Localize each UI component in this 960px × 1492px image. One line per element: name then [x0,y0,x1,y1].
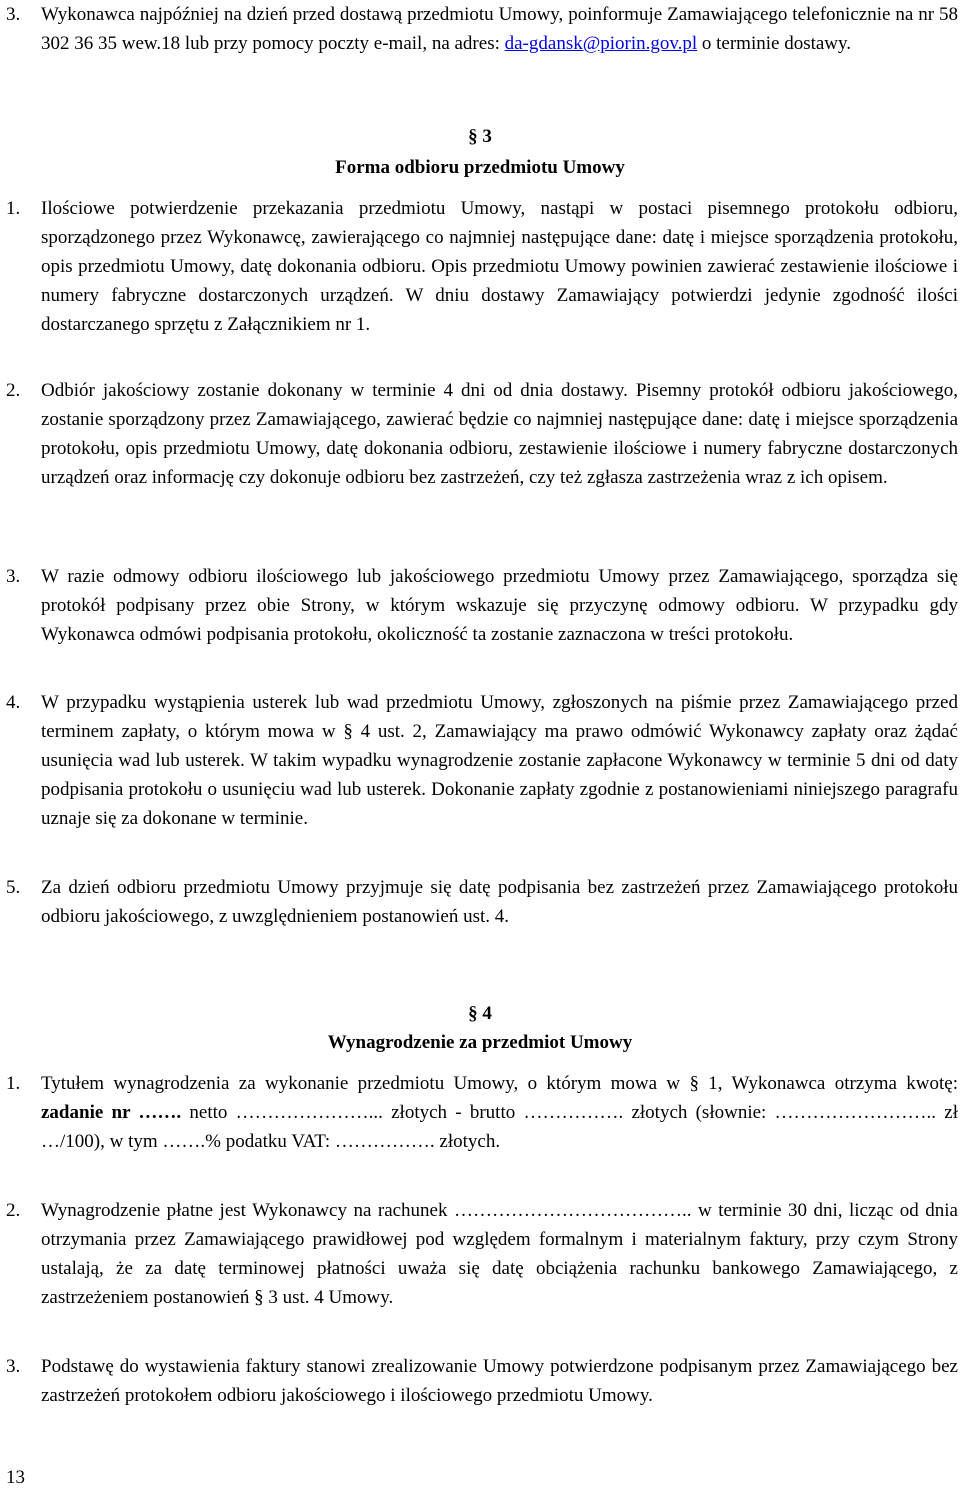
item-number: 4. [6,692,21,713]
page-number: 13 [6,1467,25,1488]
item-number: 3. [6,1356,21,1377]
intro-text: Wykonawca najpóźniej na dzień przed dostawą przedmiotu Umowy, poinformuje Zamawiającego telefonicznie na nr 58 302 36 35 wew.18 lub przy pomocy poczty e-mail, na adres: da-gdansk@piorin.gov.pl o terminie dostawy. [41,4,958,54]
item-number: 5. [6,877,21,898]
item-text: Podstawę do wystawienia faktury stanowi zrealizowanie Umowy potwierdzone podpisanym przez Zamawiającego bez zastrzeżeń protokołem odbioru jakościowego i ilościowego przedmiotu Umowy. [41,1356,958,1406]
item-text: Odbiór jakościowy zostanie dokonany w terminie 4 dni od dnia dostawy. Pisemny protokół odbioru jakościowego, zostanie sporządzony przez Zamawiającego, zawierać będzie co najmniej następujące dane: datę i miejsce sporządzenia protokołu, opis przedmiotu Umowy, datę dokonania odbioru, zestawienie ilościowe i numery fabryczne dostarczonych urządzeń oraz informację czy dokonuje odbioru bez zastrzeżeń, czy też zgłasza zastrzeżenia wraz z ich opisem. [41,380,958,488]
item-number: 1. [6,1073,21,1094]
item-number: 3. [6,566,21,587]
section-4-symbol: § 4 [468,1003,492,1024]
item-text: W razie odmowy odbioru ilościowego lub jakościowego przedmiotu Umowy przez Zamawiającego, sporządza się protokół podpisany przez obie Strony, w którym wskazuje się przyczynę odmowy odbioru. W przypadku gdy Wykonawca odmówi podpisania protokołu, okoliczność ta zostanie zaznaczona w treści protokołu. [41,566,958,645]
task-number-placeholder: zadanie nr ……. [41,1102,182,1123]
intro-number: 3. [6,4,21,25]
item-number: 1. [6,198,21,219]
item-text: W przypadku wystąpienia usterek lub wad przedmiotu Umowy, zgłoszonych na piśmie przez Zamawiającego przed terminem zapłaty, o którym mowa w § 4 ust. 2, Zamawiający ma prawo odmówić Wykonawcy zapłaty oraz żądać usunięcia wad lub usterek. W takim wypadku wynagrodzenie zostanie zapłacone Wykonawcy w terminie 5 dni od daty podpisania protokołu o usunięciu wad lub usterek. Dokonanie zapłaty zgodnie z postanowieniami niniejszego paragrafu uznaje się za dokonane w terminie. [41,692,958,829]
item-number: 2. [6,380,21,401]
item-text: Za dzień odbioru przedmiotu Umowy przyjmuje się datę podpisania bez zastrzeżeń przez Zamawiającego protokołu odbioru jakościowego, z uwzględnieniem postanowień ust. 4. [41,877,958,927]
section-4-title: Wynagrodzenie za przedmiot Umowy [327,1032,633,1053]
section-3-title: Forma odbioru przedmiotu Umowy [335,157,625,178]
item-number: 2. [6,1200,21,1221]
section-3-symbol: § 3 [468,126,492,147]
item-text: Wynagrodzenie płatne jest Wykonawcy na rachunek ……………………………….. w terminie 30 dni, licząc od dnia otrzymania przez Zamawiającego prawidłowej pod względem formalnym i materialnym faktury, przy czym Strony ustalają, że za datę terminowej płatności uważa się datę obciążenia rachunku bankowego Zamawiającego, z zastrzeżeniem postanowień § 3 ust. 4 Umowy. [41,1200,958,1308]
item-text: Ilościowe potwierdzenie przekazania przedmiotu Umowy, nastąpi w postaci pisemnego protokołu odbioru, sporządzonego przez Wykonawcę, zawierającego co najmniej następujące dane: datę i miejsce sporządzenia protokołu, opis przedmiotu Umowy, datę dokonania odbioru. Opis przedmiotu Umowy powinien zawierać zestawienie ilościowe i numery fabryczne dostarczonych urządzeń. W dniu dostawy Zamawiający potwierdzi jedynie zgodność ilości dostarczanego sprzętu z Załącznikiem nr 1. [41,198,958,335]
item-text: Tytułem wynagrodzenia za wykonanie przedmiotu Umowy, o którym mowa w § 1, Wykonawca otrzyma kwotę: zadanie nr ……. netto …………………... złotych - brutto ……………. złotych (słownie: …………………….. zł …/100), w tym …….% podatku VAT: ……………. złotych. [41,1073,959,1152]
email-link[interactable]: da-gdansk@piorin.gov.pl [504,33,698,54]
